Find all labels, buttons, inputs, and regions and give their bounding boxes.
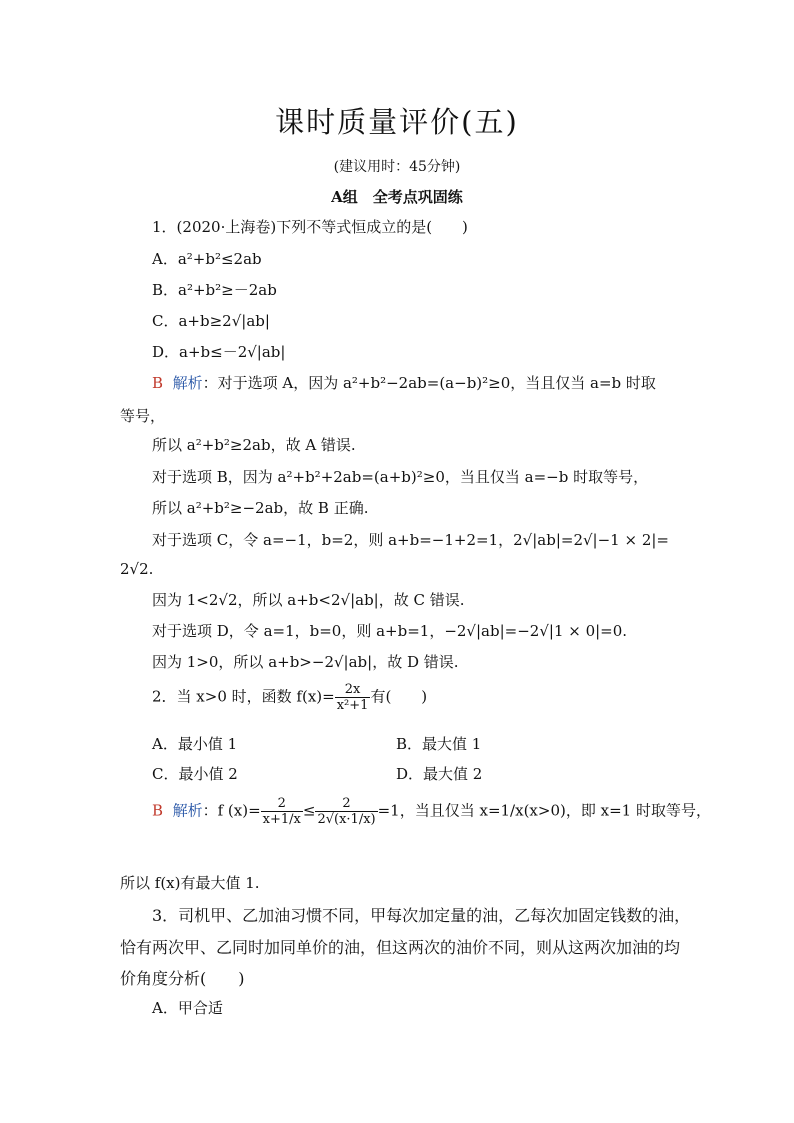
q2-option-c: C．最小值 2 [152,765,238,783]
q2-analysis-le: ≤ [302,801,316,820]
q1-analysis-line-8: 因为 1<2√2，所以 a+b<2√|ab|，故 C 错误. [152,591,465,609]
q2-analysis-fraction-1 [261,796,303,827]
q1-answer: B [152,374,164,392]
q1-analysis-line-1 [152,372,656,393]
q1-analysis-line-4: 对于选项 B，因为 a²+b²+2ab=(a+b)²≥0，当且仅当 a=−b 时取等号， [152,468,649,486]
q1-analysis-line-10: 因为 1>0，所以 a+b>−2√|ab|，故 D 错误. [152,653,459,671]
time-note: (建议用时：45分钟) [333,159,461,175]
q2-option-a: A．最小值 1 [152,735,238,753]
q2-frac-den: x²+1 [336,698,369,713]
q1-analysis-line-2: 等号， [120,407,166,425]
q1-option-c: C．a+b≥2√|ab| [152,312,270,330]
q2-analysis-post: =1，当且仅当 x=1/x(x>0)，即 x=1 时取等号， [377,801,711,820]
page-title: 课时质量评价(五) [275,105,519,139]
q3-line-2: 恰有两次甲、乙同时加同单价的油，但这两次的油价不同，则从这两次加油的均 [120,938,681,957]
q2-stem-pre: 2．当 x>0 时，函数 f(x)= [152,687,335,706]
q1-analysis-line-7: 2√2. [120,560,154,578]
q2-analysis-frac1-den: x+1/x [262,812,301,827]
q2-frac-num: 2x [335,682,371,698]
q2-stem-fraction [335,682,371,713]
q2-analysis-frac2-den: 2√(x·1/x) [317,812,376,827]
q2-analysis-frac2-num: 2 [315,796,377,812]
q2-conclusion: 所以 f(x)有最大值 1. [120,874,260,892]
q2-option-d: D．最大值 2 [396,765,483,783]
q3-line-3: 价角度分析( ) [120,969,245,988]
q2-option-b: B．最大值 1 [396,735,482,753]
q2-analysis-label: 解析 [172,801,203,820]
q2-analysis-line [152,796,711,827]
q2-analysis-fraction-2 [315,796,377,827]
q2-answer: B [152,801,164,820]
q1-analysis-line-9: 对于选项 D，令 a=1，b=0，则 a+b=1，−2√|ab|=−2√|1 × 0|=0. [152,622,628,640]
q1-option-a: A．a²+b²≤2ab [152,250,262,268]
q2-stem [152,682,427,713]
q3-line-1: 3．司机甲、乙加油习惯不同，甲每次加定量的油，乙每次加固定钱数的油， [152,906,691,925]
q1-analysis-label: 解析 [172,374,203,392]
q1-stem: 1．(2020·上海卷)下列不等式恒成立的是( ) [152,218,468,236]
q1-analysis-line-5: 所以 a²+b²≥−2ab，故 B 正确. [152,499,369,517]
q2-analysis-pre: ：f (x)= [202,801,261,820]
q2-analysis-frac1-num: 2 [261,796,303,812]
q2-stem-post: 有( ) [370,687,428,706]
q1-option-b: B．a²+b²≥－2ab [152,281,277,299]
q1-option-d: D．a+b≤－2√|ab| [152,343,286,361]
q1-analysis-line-3: 所以 a²+b²≥2ab，故 A 错误. [152,436,356,454]
q1-analysis-text: ：对于选项 A，因为 a²+b²−2ab=(a−b)²≥0，当且仅当 a=b 时取 [202,374,656,392]
q3-option-a: A．甲合适 [152,999,223,1017]
q1-analysis-line-6: 对于选项 C，令 a=−1，b=2，则 a+b=−1+2=1，2√|ab|=2√|−1 × 2|= [152,531,669,549]
group-heading: A组 全考点巩固练 [331,188,463,206]
